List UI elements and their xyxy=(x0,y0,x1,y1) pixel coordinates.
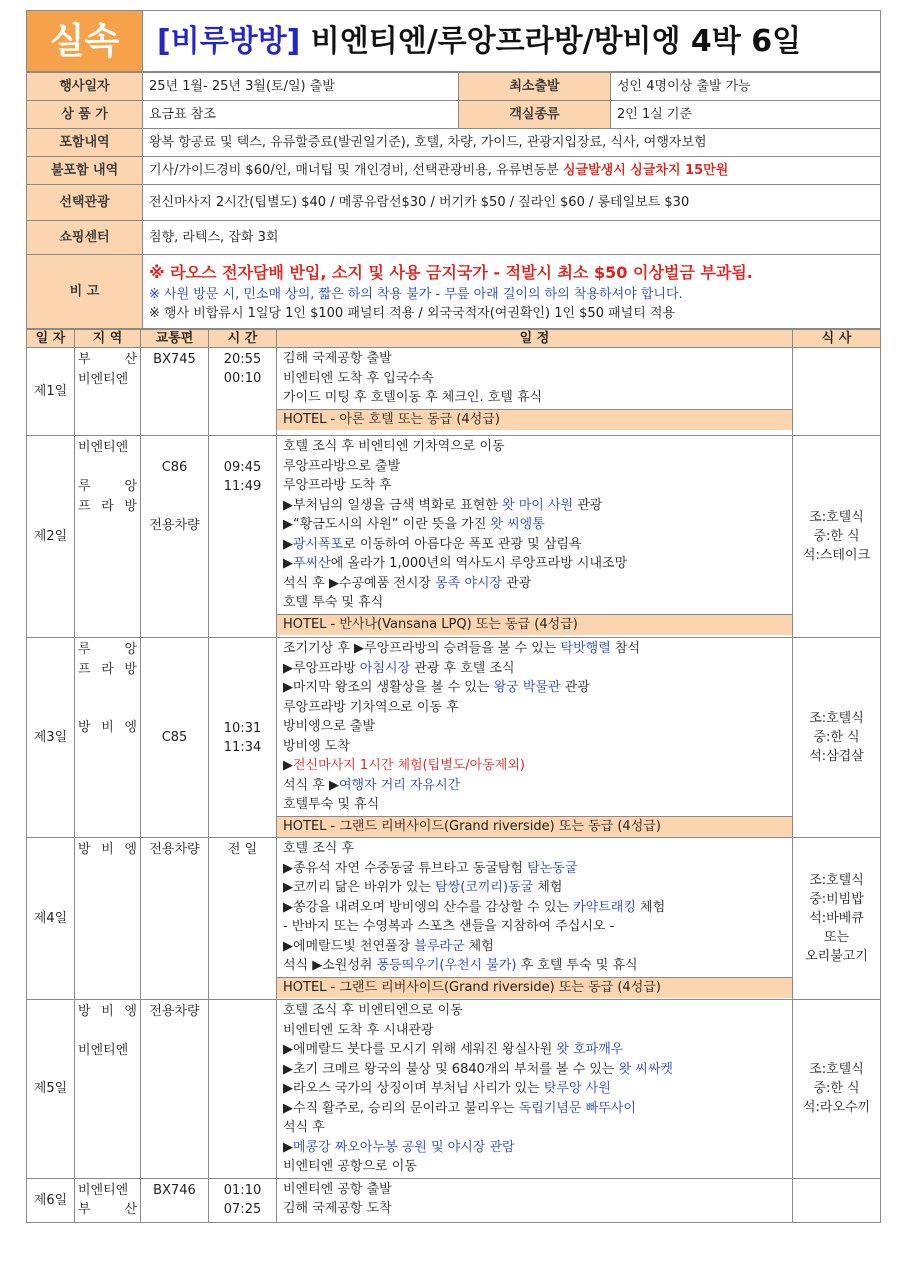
remark-dresscode: ※ 사원 방문 시, 민소매 상의, 짧은 하의 착용 불가 - 무릎 아래 길이의 하의 착용하셔야 합니다. xyxy=(149,286,683,302)
schedule-line xyxy=(283,917,786,937)
schedule-line xyxy=(283,698,786,718)
line-text: ▶마지막 왕조의 생활상을 볼 수 있는 xyxy=(283,680,494,695)
transport-cell xyxy=(141,1178,209,1222)
region-name: 방 비 엥 xyxy=(78,842,137,857)
min-departure-label: 최소출발 xyxy=(459,73,611,101)
meal-item: 중:한 식 xyxy=(813,1081,860,1097)
time-value: 07:25 xyxy=(223,1201,262,1217)
schedule-line xyxy=(283,369,786,389)
line-text: 체험 xyxy=(533,880,563,895)
schedule-line xyxy=(283,859,786,879)
transport-cell xyxy=(141,638,209,838)
line-text: 체험 xyxy=(635,899,666,915)
schedule-line xyxy=(283,349,786,369)
region-name: 비엔티엔 xyxy=(78,1182,129,1198)
region-name: 부 산 xyxy=(78,352,137,367)
meal-cell xyxy=(793,436,881,638)
schedule-line xyxy=(283,437,786,457)
line-text: 호텔 조식 후 비엔티엔으로 이동 xyxy=(283,1003,463,1018)
schedule-line xyxy=(283,457,786,477)
line-text: ▶ xyxy=(283,536,293,552)
col-transport: 교통편 xyxy=(141,330,209,348)
product-title xyxy=(143,11,881,72)
time-cell xyxy=(209,638,277,838)
schedule-line xyxy=(283,839,786,859)
schedule-line xyxy=(283,937,786,957)
line-text: ▶쏭강을 내려오며 방비엥의 산수를 감상할 수 있는 xyxy=(283,899,574,915)
region-name xyxy=(78,1022,137,1042)
line-text: 비엔티엔 도착 후 시내관광 xyxy=(283,1022,434,1038)
meal-cell xyxy=(793,1000,881,1179)
transport-name: BX745 xyxy=(153,352,196,367)
region-name: 프 라 방 xyxy=(78,498,137,514)
highlight-text: 여행자 거리 자유시간 xyxy=(338,777,461,793)
title-rest: 비엔티엔/루앙프라방/방비엥 4박 6일 xyxy=(300,23,802,59)
line-text: ▶루앙프라방 xyxy=(283,660,360,676)
day-row xyxy=(27,436,881,638)
region-name: 루 앙 xyxy=(78,479,137,494)
schedule-cell xyxy=(277,348,793,436)
highlight-text: 아침시장 xyxy=(359,660,411,676)
transport-cell xyxy=(141,348,209,436)
transport-cell xyxy=(141,838,209,1000)
meal-item: 석:라오수끼 xyxy=(802,1100,871,1116)
schedule-line xyxy=(283,496,786,516)
price-value: 요금표 참조 xyxy=(143,101,459,129)
highlight-text: 독립기념문 빠뚜사이 xyxy=(518,1100,636,1116)
line-text: ▶종유석 자연 수중동굴 튜브타고 동굴탐험 xyxy=(283,860,528,876)
line-text: 호텔 조식 후 비엔티엔 기차역으로 이동 xyxy=(283,439,505,454)
highlight-text: 몽족 야시장 xyxy=(435,575,503,591)
time-cell xyxy=(209,436,277,638)
period-label: 행사일자 xyxy=(27,73,143,101)
highlight-text: 전신마사지 1시간 체험(팁별도/아동제외) xyxy=(293,758,525,773)
schedule-lines xyxy=(277,436,792,614)
schedule-line xyxy=(283,1021,786,1041)
include-value: 왕복 항공료 및 텍스, 유류할증료(발권일기준), 호텔, 차량, 가이드, 관광지입장료, 식사, 여행자보험 xyxy=(143,129,881,157)
meal-item: 중:한 식 xyxy=(813,529,860,544)
line-text: 비엔티엔 공항 출발 xyxy=(283,1181,392,1197)
exclude-value xyxy=(143,157,881,185)
meal-item: 조:호텔식 xyxy=(809,510,864,525)
line-text: 호텔 조식 후 xyxy=(283,841,355,856)
highlight-text: 탐논동굴 xyxy=(527,860,578,876)
meal-cell xyxy=(793,1178,881,1222)
time-cell xyxy=(209,348,277,436)
highlight-text: 탐쌍(코끼리)동굴 xyxy=(435,880,534,895)
line-text: 루앙프라방 기차역으로 이동 후 xyxy=(283,699,459,715)
price-label: 상 품 가 xyxy=(27,101,143,129)
day-row xyxy=(27,638,881,838)
time-value: 00:10 xyxy=(223,371,262,386)
schedule-lines xyxy=(277,638,792,816)
time-cell xyxy=(209,838,277,1000)
line-text: 관광 xyxy=(573,497,603,513)
line-text: 방비엥으로 출발 xyxy=(283,719,376,734)
line-text: ▶초기 크메르 왕국의 불상 및 6840개의 부처를 볼 수 있는 xyxy=(283,1061,619,1077)
line-text: 루앙프라방으로 출발 xyxy=(283,458,401,474)
day-row xyxy=(27,1000,881,1179)
region-name: 방 비 엥 xyxy=(78,1004,137,1019)
schedule-line xyxy=(283,1079,786,1099)
line-text: ▶수직 활주로, 승리의 문이라고 불리우는 xyxy=(283,1100,519,1116)
region-name: 루 앙 xyxy=(78,642,137,657)
schedule-line xyxy=(283,795,786,815)
meal-item: 또는 xyxy=(823,930,850,945)
meal-cell xyxy=(793,348,881,436)
line-text: 김해 국제공항 도착 xyxy=(283,1201,392,1216)
highlight-text: 왓 씨엥통 xyxy=(490,517,545,532)
schedule-line xyxy=(283,388,786,408)
meal-item: 중:비빔밥 xyxy=(809,892,864,907)
line-text: 석식 ▶소원성취 xyxy=(283,958,377,973)
schedule-table xyxy=(26,329,881,1223)
col-day: 일 자 xyxy=(27,330,75,348)
header-table xyxy=(26,10,881,72)
highlight-text: 왓 호파깨우 xyxy=(556,1042,624,1057)
line-text: 참석 xyxy=(610,641,641,656)
highlight-text: 왕궁 박물관 xyxy=(493,680,561,695)
transport-cell xyxy=(141,1000,209,1179)
highlight-text: 풍등띄우기(우천시 불가) xyxy=(376,958,517,973)
schedule-lines xyxy=(277,838,792,977)
schedule-cell xyxy=(277,1000,793,1179)
line-text: 김해 국제공항 출발 xyxy=(283,351,392,366)
schedule-lines xyxy=(277,1179,792,1220)
transport-name-2: 전용차량 xyxy=(149,517,200,533)
single-charge-note: 싱글발생시 싱글차지 15만원 xyxy=(562,163,729,178)
meal-item: 조:호텔식 xyxy=(809,711,864,726)
highlight-text: 광시폭포 xyxy=(293,536,344,552)
time-value: 11:34 xyxy=(223,739,262,755)
line-text: - 반바지 또는 수영복과 스포츠 샌들을 지참하여 주십시오 - xyxy=(283,919,615,934)
transport-name: BX746 xyxy=(153,1182,196,1198)
schedule-line xyxy=(283,1180,786,1200)
title-bracket: [비루방방] xyxy=(157,23,301,59)
schedule-line xyxy=(283,574,786,594)
schedule-line xyxy=(283,659,786,679)
line-text: 에 올라가 1,000년의 역사도시 루앙프라방 시내조망 xyxy=(330,556,628,571)
schedule-line xyxy=(283,898,786,918)
line-text: 방비엥 도착 xyxy=(283,738,350,754)
room-type-value: 2인 1실 기준 xyxy=(611,101,881,129)
line-text: ▶ xyxy=(283,1139,293,1155)
schedule-line xyxy=(283,737,786,757)
line-text: 비엔티엔 공항으로 이동 xyxy=(283,1159,417,1174)
day-row xyxy=(27,838,881,1000)
schedule-line xyxy=(283,1060,786,1080)
time-cell xyxy=(209,1178,277,1222)
remark-ecig-warning: ※ 라오스 전자담배 반입, 소지 및 사용 금지국가 - 적발시 최소 $50 이상벌금 부과됨. xyxy=(149,262,753,282)
line-text: ▶ xyxy=(283,556,293,571)
region-cell xyxy=(75,1178,141,1222)
schedule-cell xyxy=(277,1178,793,1222)
schedule-cell xyxy=(277,638,793,838)
schedule-line xyxy=(283,717,786,737)
time-value: 01:10 xyxy=(223,1182,262,1198)
transport-name: C86 xyxy=(161,459,188,475)
schedule-line xyxy=(283,639,786,659)
highlight-text: 탁밧행렬 xyxy=(560,641,611,656)
line-text: 관광 xyxy=(560,680,590,695)
line-text: ▶에메랄드빛 천연풀장 xyxy=(283,938,415,954)
line-text: ▶“황금도시의 사원” 이란 뜻을 가진 xyxy=(283,517,491,532)
room-type-label: 객실종류 xyxy=(459,101,611,129)
col-region: 지 역 xyxy=(75,330,141,348)
day-label: 제5일 xyxy=(27,1000,75,1179)
line-text: 관광 후 호텔 조식 xyxy=(410,660,515,676)
region-name xyxy=(78,458,137,478)
schedule-line xyxy=(283,515,786,535)
region-cell xyxy=(75,436,141,638)
line-text: 로 이동하여 아름다운 폭포 관광 및 삼림욕 xyxy=(343,536,582,552)
meal-item: 중:한 식 xyxy=(813,730,860,745)
region-name: 부 산 xyxy=(78,1202,137,1217)
schedule-line xyxy=(283,878,786,898)
transport-cell xyxy=(141,436,209,638)
meal-item: 석:스테이크 xyxy=(802,548,871,563)
day-label: 제1일 xyxy=(27,348,75,436)
line-text: 호텔 투숙 및 휴식 xyxy=(283,595,384,610)
line-text: 후 호텔 투숙 및 휴식 xyxy=(516,958,638,973)
schedule-line xyxy=(283,1099,786,1119)
line-text: ▶부처님의 일생을 금색 벽화로 표현한 xyxy=(283,497,503,513)
schedule-line xyxy=(283,593,786,613)
shopping-label: 쇼핑센터 xyxy=(27,221,143,255)
meal-item: 조:호텔식 xyxy=(809,873,864,888)
line-text: 석식 후 ▶ xyxy=(283,777,339,793)
region-cell xyxy=(75,1000,141,1179)
schedule-line xyxy=(283,535,786,555)
day-label: 제6일 xyxy=(27,1178,75,1222)
line-text: 루앙프라방 도착 후 xyxy=(283,478,392,493)
day-row xyxy=(27,348,881,436)
time-value: 전 일 xyxy=(227,842,258,857)
meal-item: 석:바베큐 xyxy=(809,911,864,926)
region-cell xyxy=(75,638,141,838)
schedule-line xyxy=(283,1199,786,1219)
region-cell xyxy=(75,838,141,1000)
optional-tour-value: 전신마사지 2시간(팁별도) $40 / 메콩유람선$30 / 버기카 $50 / 짚라인 $60 / 롱테일보트 $30 xyxy=(143,185,881,221)
meal-item: 조:호텔식 xyxy=(809,1062,864,1078)
schedule-lines xyxy=(277,1000,792,1178)
schedule-line xyxy=(283,956,786,976)
itinerary-sheet xyxy=(26,10,880,1223)
region-name: 비엔티엔 xyxy=(78,440,129,455)
schedule-line xyxy=(283,1118,786,1138)
col-schedule: 일 정 xyxy=(277,330,793,348)
region-name: 비엔티엔 xyxy=(78,371,129,387)
meal-item: 석:삼겹살 xyxy=(809,749,864,764)
region-name: 방 비 엥 xyxy=(78,720,137,735)
hotel-info: HOTEL - 그랜드 리버사이드(Grand riverside) 또는 동급 (4성급) xyxy=(277,816,792,837)
schedule-line xyxy=(283,1157,786,1177)
day-row xyxy=(27,1178,881,1222)
schedule-line xyxy=(283,1040,786,1060)
transport-name: 전용차량 xyxy=(149,842,200,857)
time-value: 20:55 xyxy=(223,352,262,367)
exclude-label: 불포함 내역 xyxy=(27,157,143,185)
highlight-text: 탓루앙 사원 xyxy=(543,1081,611,1096)
day-label: 제4일 xyxy=(27,838,75,1000)
optional-tour-label: 선택관광 xyxy=(27,185,143,221)
day-label: 제2일 xyxy=(27,436,75,638)
highlight-text: 블루라군 xyxy=(414,938,465,954)
col-time: 시 간 xyxy=(209,330,277,348)
schedule-line xyxy=(283,554,786,574)
hotel-info: HOTEL - 반사나(Vansana LPQ) 또는 동급 (4성급) xyxy=(277,614,792,635)
schedule-line xyxy=(283,1138,786,1158)
region-name: 프 라 방 xyxy=(78,661,137,677)
time-value: 09:45 xyxy=(223,459,262,475)
line-text: 조기기상 후 ▶루앙프라방의 승려들을 볼 수 있는 xyxy=(283,641,561,656)
schedule-line xyxy=(283,1001,786,1021)
schedule-line xyxy=(283,776,786,796)
line-text: 체험 xyxy=(464,938,494,954)
meal-item: 오리불고기 xyxy=(805,949,868,964)
remark-penalty: ※ 행사 비합류시 1일당 1인 $100 패널티 적용 / 외국국적자(여권확인) 1인 $50 패널티 적용 xyxy=(149,305,676,321)
meal-cell xyxy=(793,638,881,838)
line-text: 가이드 미팅 후 호텔이동 후 체크인. 호텔 휴식 xyxy=(283,390,543,405)
region-cell xyxy=(75,348,141,436)
highlight-text: 푸씨산 xyxy=(293,556,331,571)
line-text: ▶에메랄드 붓다를 모시기 위해 세워진 왕실사원 xyxy=(283,1042,557,1057)
remark-value xyxy=(143,255,881,329)
time-cell xyxy=(209,1000,277,1179)
line-text: 석식 후 xyxy=(283,1120,325,1135)
line-text: ▶ xyxy=(283,758,293,773)
shopping-value: 침향, 라텍스, 잡화 3회 xyxy=(143,221,881,255)
col-meal: 식 사 xyxy=(793,330,881,348)
include-label: 포함내역 xyxy=(27,129,143,157)
line-text: 석식 후 ▶수공예품 전시장 xyxy=(283,575,436,591)
info-table xyxy=(26,72,881,329)
min-departure-value: 성인 4명이상 출발 가능 xyxy=(611,73,881,101)
day-label: 제3일 xyxy=(27,638,75,838)
exclude-text: 기사/가이드경비 $60/인, 매너팁 및 개인경비, 선택관광비용, 유류변동분 xyxy=(149,163,563,178)
period-value: 25년 1월- 25년 3월(토/일) 출발 xyxy=(143,73,459,101)
schedule-cell xyxy=(277,838,793,1000)
schedule-line xyxy=(283,756,786,776)
remark-label: 비 고 xyxy=(27,255,143,329)
highlight-text: 왓 씨싸켓 xyxy=(618,1061,673,1077)
highlight-text: 왓 마이 사원 xyxy=(502,497,574,513)
product-badge: 실속 xyxy=(27,11,143,72)
highlight-text: 카약트래킹 xyxy=(573,899,636,915)
line-text: ▶코끼리 닮은 바위가 있는 xyxy=(283,880,436,895)
hotel-info: HOTEL - 아론 호텔 또는 동급 (4성급) xyxy=(277,409,792,430)
transport-name: 전용차량 xyxy=(149,1004,200,1019)
time-value: 11:49 xyxy=(223,478,262,494)
schedule-cell xyxy=(277,436,793,638)
time-value: 10:31 xyxy=(223,720,262,736)
transport-name: C85 xyxy=(161,730,188,745)
region-name xyxy=(78,679,137,699)
schedule-line xyxy=(283,678,786,698)
line-text: ▶라오스 국가의 상징이며 부처님 사리가 있는 xyxy=(283,1081,544,1096)
line-text: 관광 xyxy=(502,575,532,591)
hotel-info: HOTEL - 그랜드 리버사이드(Grand riverside) 또는 동급 (4성급) xyxy=(277,977,792,998)
schedule-lines xyxy=(277,348,792,409)
region-name: 비엔티엔 xyxy=(78,1043,129,1058)
schedule-line xyxy=(283,476,786,496)
region-name xyxy=(78,699,137,719)
meal-cell xyxy=(793,838,881,1000)
highlight-text: 메콩강 짜오아누봉 공원 및 야시장 관람 xyxy=(293,1139,515,1155)
line-text: 호텔투숙 및 휴식 xyxy=(283,797,380,812)
line-text: 비엔티엔 도착 후 입국수속 xyxy=(283,370,434,386)
